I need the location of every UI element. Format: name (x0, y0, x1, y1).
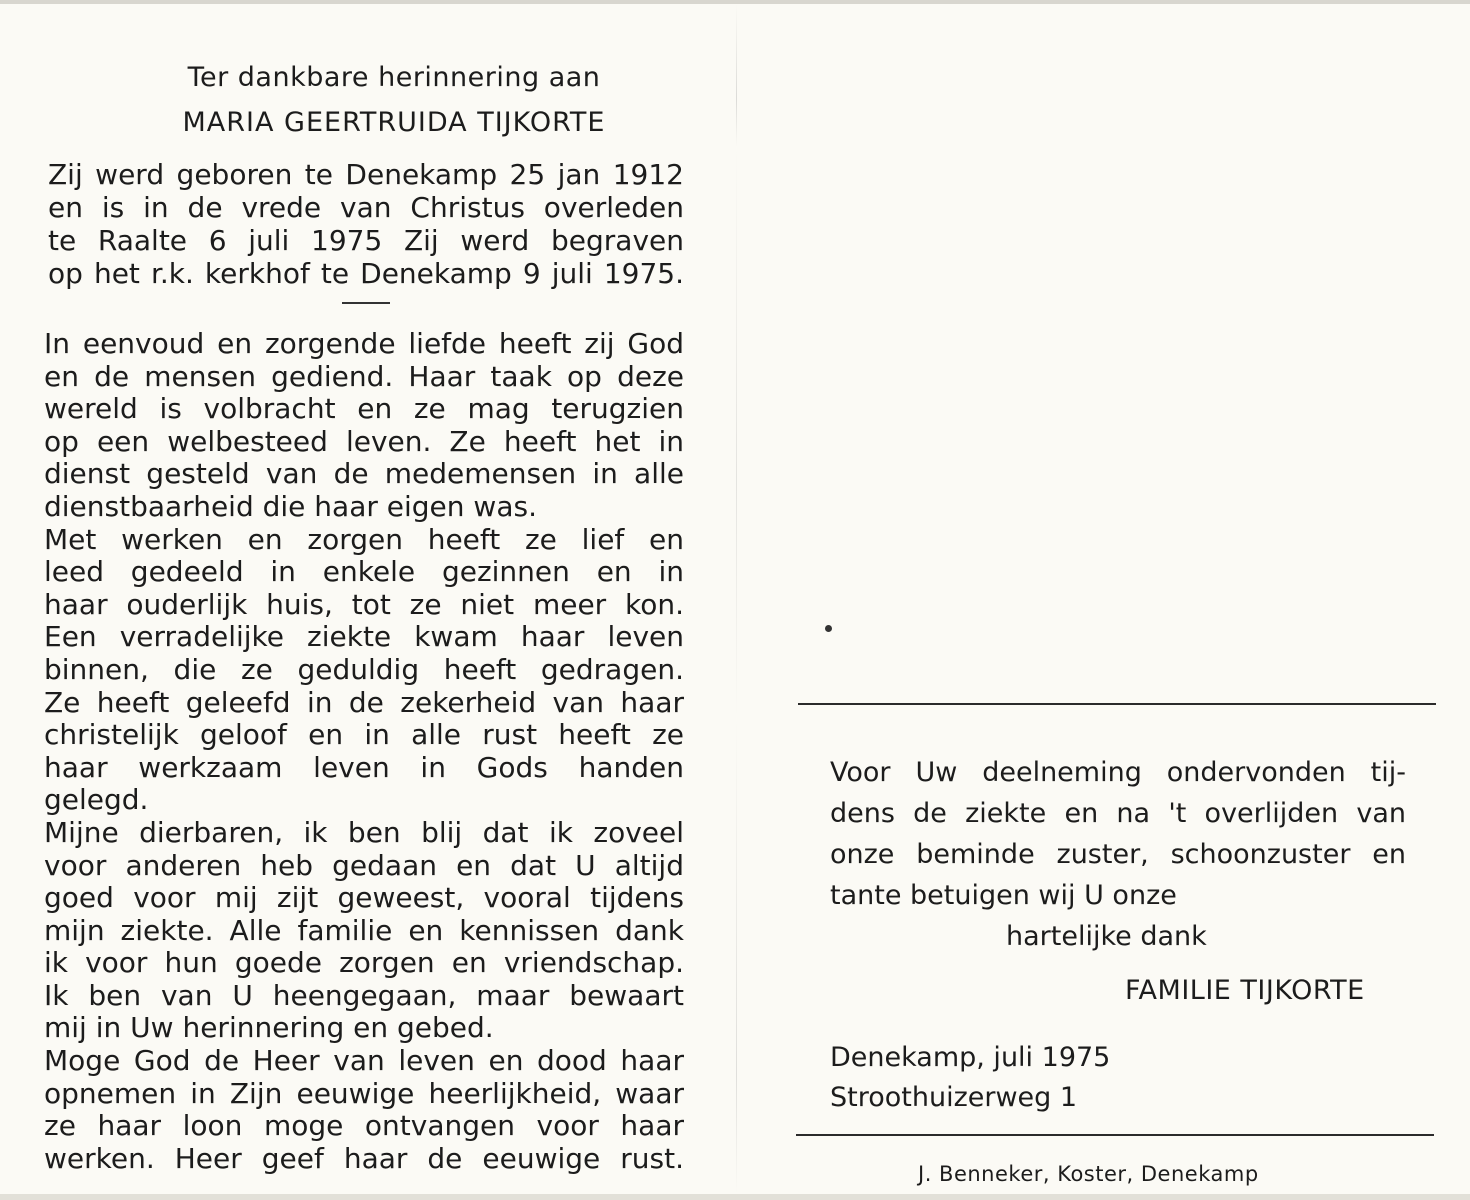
text-line: opnemen in Zijn eeuwige heerlijkheid, waar (44, 1077, 684, 1110)
birth-death-paragraph (44, 158, 684, 290)
text-line: leed gedeeld in enkele gezinnen en in (44, 556, 684, 589)
text-line: Ze heeft geleefd in de zekerheid van haar (44, 686, 684, 719)
thanks-line: tante betuigen wij U onze (830, 880, 1177, 911)
scan-edge-top (0, 0, 1470, 4)
text-line: mijn ziekte. Alle familie en kennissen dank (44, 914, 684, 947)
text-line: op een welbesteed leven. Ze heeft het in (44, 425, 684, 458)
family-signature: FAMILIE TIJKORTE (1125, 975, 1365, 1006)
address: Stroothuizerweg 1 (830, 1082, 1078, 1113)
text-line: Moge God de Heer van leven en dood haar (44, 1045, 684, 1078)
text-line: ze haar loon moge ontvangen voor haar (44, 1110, 684, 1143)
left-panel (44, 62, 684, 1175)
printer-credit: J. Benneker, Koster, Denekamp (918, 1162, 1259, 1186)
thanks-closing: hartelijke dank (1006, 921, 1207, 952)
text-line: en de mensen gediend. Haar taak op deze (44, 360, 684, 393)
text-line: Met werken en zorgen heeft ze lief en (44, 523, 684, 556)
divider-bottom (796, 1134, 1434, 1136)
text-line: dienstbaarheid die haar eigen was. (44, 490, 537, 523)
text-line: voor anderen heb gedaan en dat U altijd (44, 849, 684, 882)
text-line: binnen, die ze geduldig heeft gedragen. (44, 653, 684, 686)
deceased-name: MARIA GEERTRUIDA TIJKORTE (182, 107, 606, 138)
scan-edge-bottom (0, 1194, 1470, 1200)
place-date: Denekamp, juli 1975 (830, 1042, 1111, 1073)
text-line: dienst gesteld van de medemensen in alle (44, 458, 684, 491)
text-line: wereld is volbracht en ze mag terugzien (44, 393, 684, 426)
thanks-line: dens de ziekte en na 't overlijden van (830, 798, 1406, 829)
memorial-text (44, 328, 684, 1175)
text-line: gelegd. (44, 784, 149, 817)
text-line: christelijk geloof en in alle rust heeft ze (44, 719, 684, 752)
text-line: goed voor mij zijt geweest, vooral tijdens (44, 882, 684, 915)
fold-line (736, 4, 737, 1194)
birth-line: op het r.k. kerkhof te Denekamp 9 juli 1975. (48, 257, 684, 290)
ink-dot (825, 625, 832, 632)
separator-dash (342, 302, 390, 304)
text-line: ik voor hun goede zorgen en vriendschap. (44, 947, 684, 980)
birth-line: te Raalte 6 juli 1975 Zij werd begraven (48, 224, 684, 257)
text-line: mij in Uw herinnering en gebed. (44, 1012, 494, 1045)
birth-line: en is in de vrede van Christus overleden (48, 191, 684, 224)
text-line: Ik ben van U heengegaan, maar bewaart (44, 979, 684, 1012)
thanks-line: Voor Uw deelneming ondervonden tij- (830, 757, 1406, 788)
text-line: Mijne dierbaren, ik ben blij dat ik zoveel (44, 816, 684, 849)
place-and-address (830, 1038, 1110, 1118)
text-line: haar ouderlijk huis, tot ze niet meer kon. (44, 588, 684, 621)
text-line: Een verradelijke ziekte kwam haar leven (44, 621, 684, 654)
text-line: haar werkzaam leven in Gods handen (44, 751, 684, 784)
thanks-line: onze beminde zuster, schoonzuster en (830, 839, 1406, 870)
text-line: In eenvoud en zorgende liefde heeft zij God (44, 328, 684, 360)
thanks-paragraph (830, 752, 1406, 957)
intro-text: Ter dankbare herinnering aan (187, 62, 601, 93)
birth-line: Zij werd geboren te Denekamp 25 jan 1912 (48, 158, 684, 191)
divider-top (798, 703, 1436, 705)
text-line: werken. Heer geef haar de eeuwige rust. (44, 1142, 684, 1175)
